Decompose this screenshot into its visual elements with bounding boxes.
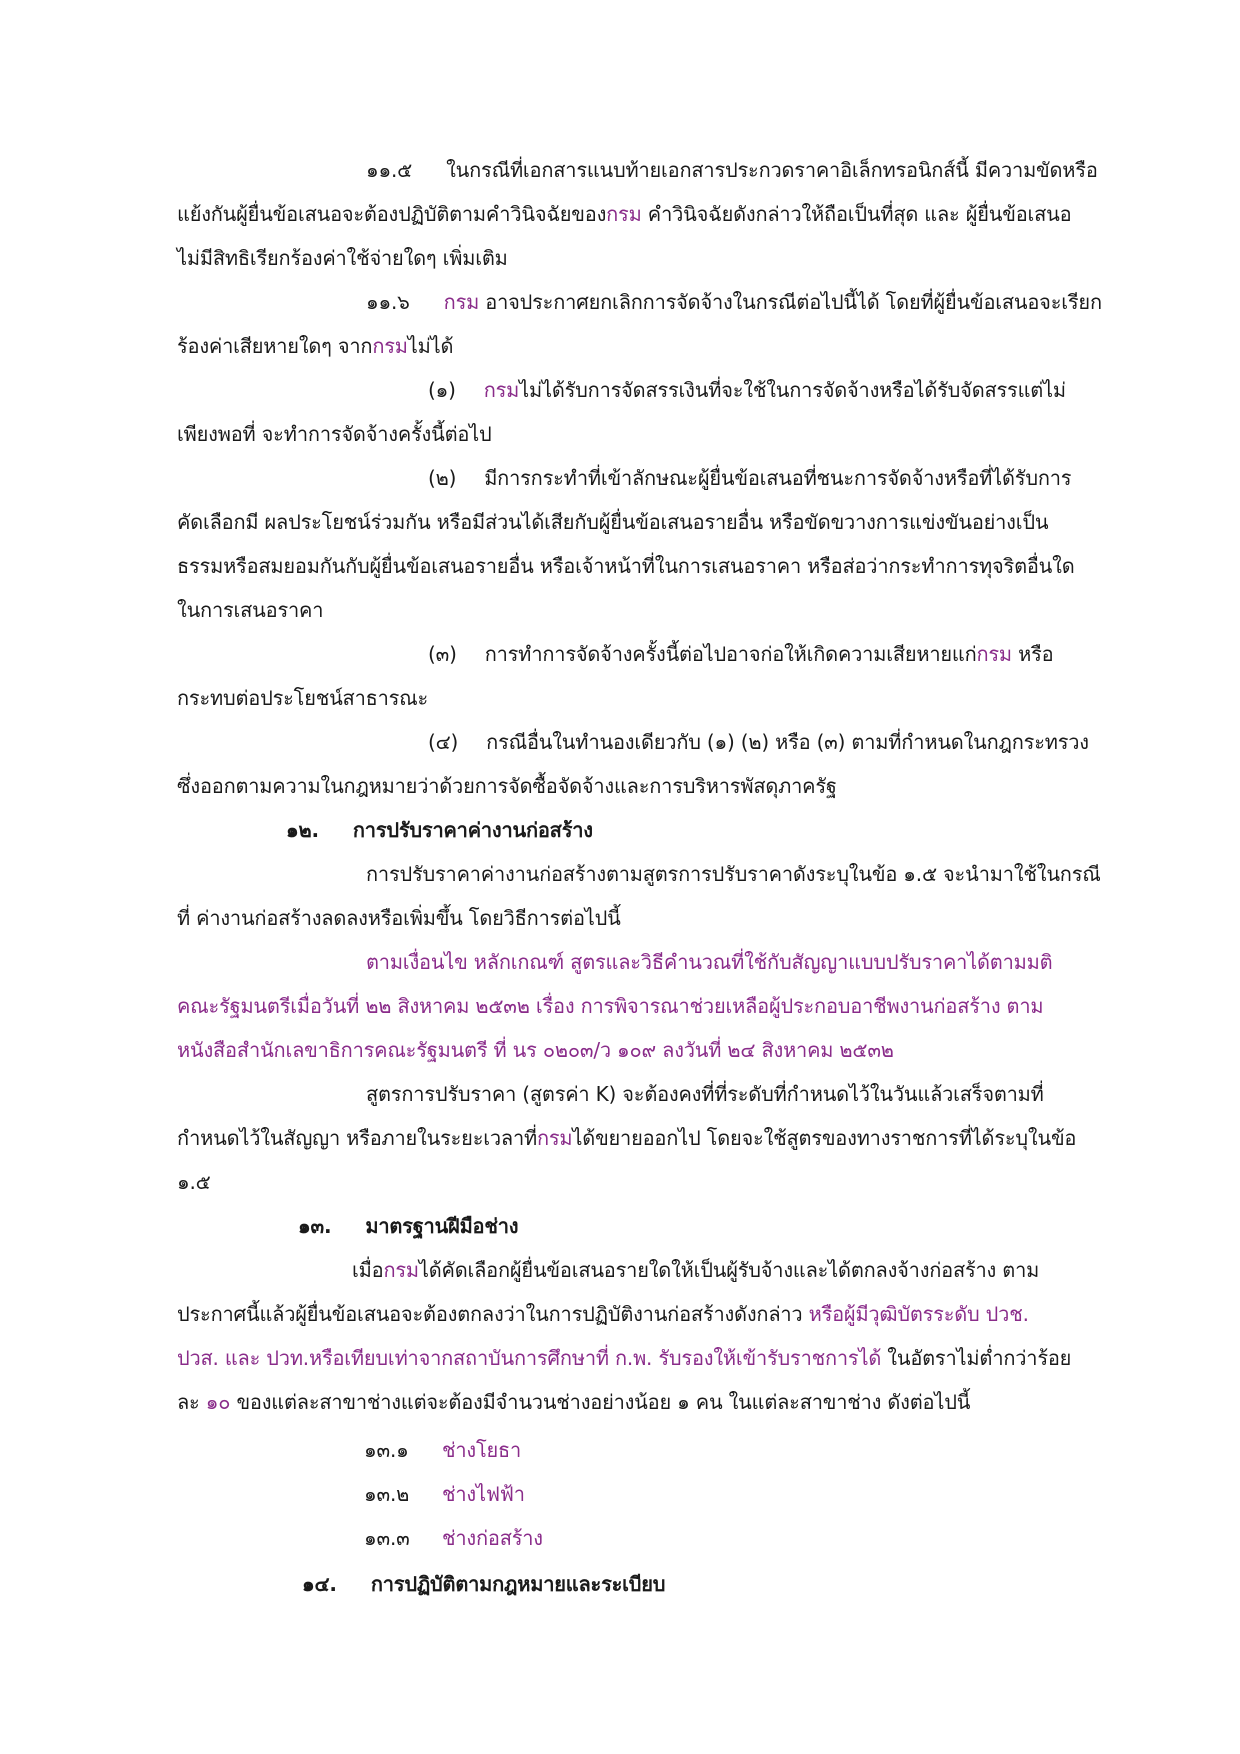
highlighted-term: ๑๐ — [205, 1390, 231, 1414]
item-2-line-4: ในการเสนอราคา — [177, 598, 324, 622]
section-13-line-3: ปวส. และ ปวท.หรือเทียบเท่าจากสถาบันการศึกษาที่ ก.พ. รับรองให้เข้ารับราชการได้ ในอัตราไม่ต่ำกว่าร้อย — [177, 1346, 1072, 1370]
highlighted-term: กรม — [383, 1258, 419, 1282]
item-3-line-1: (๓) การทำการจัดจ้างครั้งนี้ต่อไปอาจก่อให้เกิดความเสียหายแก่กรม หรือ — [428, 642, 1054, 666]
clause-11-5-line-3: ไม่มีสิทธิเรียกร้องค่าใช้จ่ายใดๆ เพิ่มเติม — [177, 246, 508, 270]
item-4-line-2: ซึ่งออกตามความในกฎหมายว่าด้วยการจัดซื้อจัดจ้างและการบริหารพัสดุภาครัฐ — [177, 774, 837, 798]
highlighted-term: กรม — [536, 1126, 573, 1150]
section-14-heading: ๑๔. การปฏิบัติตามกฎหมายและระเบียบ — [302, 1572, 666, 1596]
section-12-heading: ๑๒. การปรับราคาค่างานก่อสร้าง — [286, 818, 593, 842]
clause-11-6-line-1: ๑๑.๖ กรม อาจประกาศยกเลิกการจัดจ้างในกรณีต่อไปนี้ได้ โดยที่ผู้ยื่นข้อเสนอจะเรียก — [366, 290, 1102, 314]
trade-item-13-2: ๑๓.๒ ช่างไฟฟ้า — [364, 1482, 525, 1506]
item-1-line-2: เพียงพอที่ จะทำการจัดจ้างครั้งนี้ต่อไป — [177, 422, 492, 446]
item-2-line-2: คัดเลือกมี ผลประโยชน์ร่วมกัน หรือมีส่วนได้เสียกับผู้ยื่นข้อเสนอรายอื่น หรือขัดขวางการแข่งขันอย่างเป็น — [177, 510, 1049, 534]
item-4-line-1: (๔) กรณีอื่นในทำนองเดียวกับ (๑) (๒) หรือ (๓) ตามที่กำหนดในกฎกระทรวง — [428, 730, 1089, 754]
trade-item-13-3: ๑๓.๓ ช่างก่อสร้าง — [364, 1526, 543, 1550]
clause-11-5-line-1: ๑๑.๕ ในกรณีที่เอกสารแนบท้ายเอกสารประกวดราคาอิเล็กทรอนิกส์นี้ มีความขัดหรือ — [366, 158, 1098, 182]
section-12-para-1-line-2: ที่ ค่างานก่อสร้างลดลงหรือเพิ่มขึ้น โดยวิธีการต่อไปนี้ — [177, 906, 621, 930]
section-12-para-3-line-3: ๑.๕ — [177, 1170, 211, 1194]
section-12-para-3-line-1: สูตรการปรับราคา (สูตรค่า K) จะต้องคงที่ที่ระดับที่กำหนดไว้ในวันแล้วเสร็จตามที่ — [366, 1082, 1044, 1106]
item-2-line-1: (๒) มีการกระทำที่เข้าลักษณะผู้ยื่นข้อเสนอที่ชนะการจัดจ้างหรือที่ได้รับการ — [428, 466, 1072, 490]
item-2-line-3: ธรรมหรือสมยอมกันกับผู้ยื่นข้อเสนอรายอื่น หรือเจ้าหน้าที่ในการเสนอราคา หรือส่อว่ากระทำการทุจริตอื่นใด — [177, 554, 1075, 578]
section-12-para-3-line-2: กำหนดไว้ในสัญญา หรือภายในระยะเวลาที่กรมได้ขยายออกไป โดยจะใช้สูตรของทางราชการที่ได้ระบุในข้อ — [177, 1126, 1077, 1150]
item-1-line-1: (๑) กรมไม่ได้รับการจัดสรรเงินที่จะใช้ในการจัดจ้างหรือได้รับจัดสรรแต่ไม่ — [428, 378, 1066, 402]
section-12-para-2-line-1: ตามเงื่อนไข หลักเกณฑ์ สูตรและวิธีคำนวณที่ใช้กับสัญญาแบบปรับราคาได้ตามมติ — [366, 950, 1053, 974]
highlighted-term: กรม — [443, 290, 480, 314]
highlighted-term: กรม — [483, 378, 520, 402]
trade-item-13-1: ๑๓.๑ ช่างโยธา — [364, 1438, 522, 1462]
section-13-heading: ๑๓. มาตรฐานฝีมือช่าง — [298, 1214, 519, 1238]
highlighted-term: กรม — [976, 642, 1012, 666]
section-13-line-4: ละ ๑๐ ของแต่ละสาขาช่างแต่จะต้องมีจำนวนช่างอย่างน้อย ๑ คน ในแต่ละสาขาช่าง ดังต่อไปนี้ — [177, 1390, 971, 1414]
highlighted-term: ปวส. และ ปวท.หรือเทียบเท่าจากสถาบันการศึกษาที่ ก.พ. รับรองให้เข้ารับราชการได้ — [177, 1346, 882, 1370]
highlighted-term: กรม — [606, 202, 642, 226]
highlighted-term: หรือผู้มีวุฒิบัตรระดับ ปวช. — [808, 1302, 1029, 1326]
clause-11-6-line-2: ร้องค่าเสียหายใดๆ จากกรมไม่ได้ — [177, 334, 454, 358]
section-12-para-2-line-3: หนังสือสำนักเลขาธิการคณะรัฐมนตรี ที่ นร ๐๒๐๓/ว ๑๐๙ ลงวันที่ ๒๔ สิงหาคม ๒๕๓๒ — [177, 1038, 894, 1062]
section-13-line-2: ประกาศนี้แล้วผู้ยื่นข้อเสนอจะต้องตกลงว่าในการปฏิบัติงานก่อสร้างดังกล่าว หรือผู้มีวุฒิบัตรระดับ ปวช. — [177, 1302, 1029, 1326]
item-3-line-2: กระทบต่อประโยชน์สาธารณะ — [177, 686, 429, 710]
highlighted-term: กรม — [372, 334, 408, 358]
section-12-para-1-line-1: การปรับราคาค่างานก่อสร้างตามสูตรการปรับราคาดังระบุในข้อ ๑.๕ จะนำมาใช้ในกรณี — [366, 862, 1101, 886]
section-13-line-1: เมื่อกรมได้คัดเลือกผู้ยื่นข้อเสนอรายใดให้เป็นผู้รับจ้างและได้ตกลงจ้างก่อสร้าง ตาม — [352, 1258, 1040, 1282]
section-12-para-2-line-2: คณะรัฐมนตรีเมื่อวันที่ ๒๒ สิงหาคม ๒๕๓๒ เรื่อง การพิจารณาช่วยเหลือผู้ประกอบอาชีพงานก่อสร้าง ตาม — [177, 994, 1044, 1018]
clause-11-5-line-2: แย้งกันผู้ยื่นข้อเสนอจะต้องปฏิบัติตามคำวินิจฉัยของกรม คำวินิจฉัยดังกล่าวให้ถือเป็นที่สุด และ ผู้ยื่นข้อเสนอ — [177, 202, 1072, 226]
